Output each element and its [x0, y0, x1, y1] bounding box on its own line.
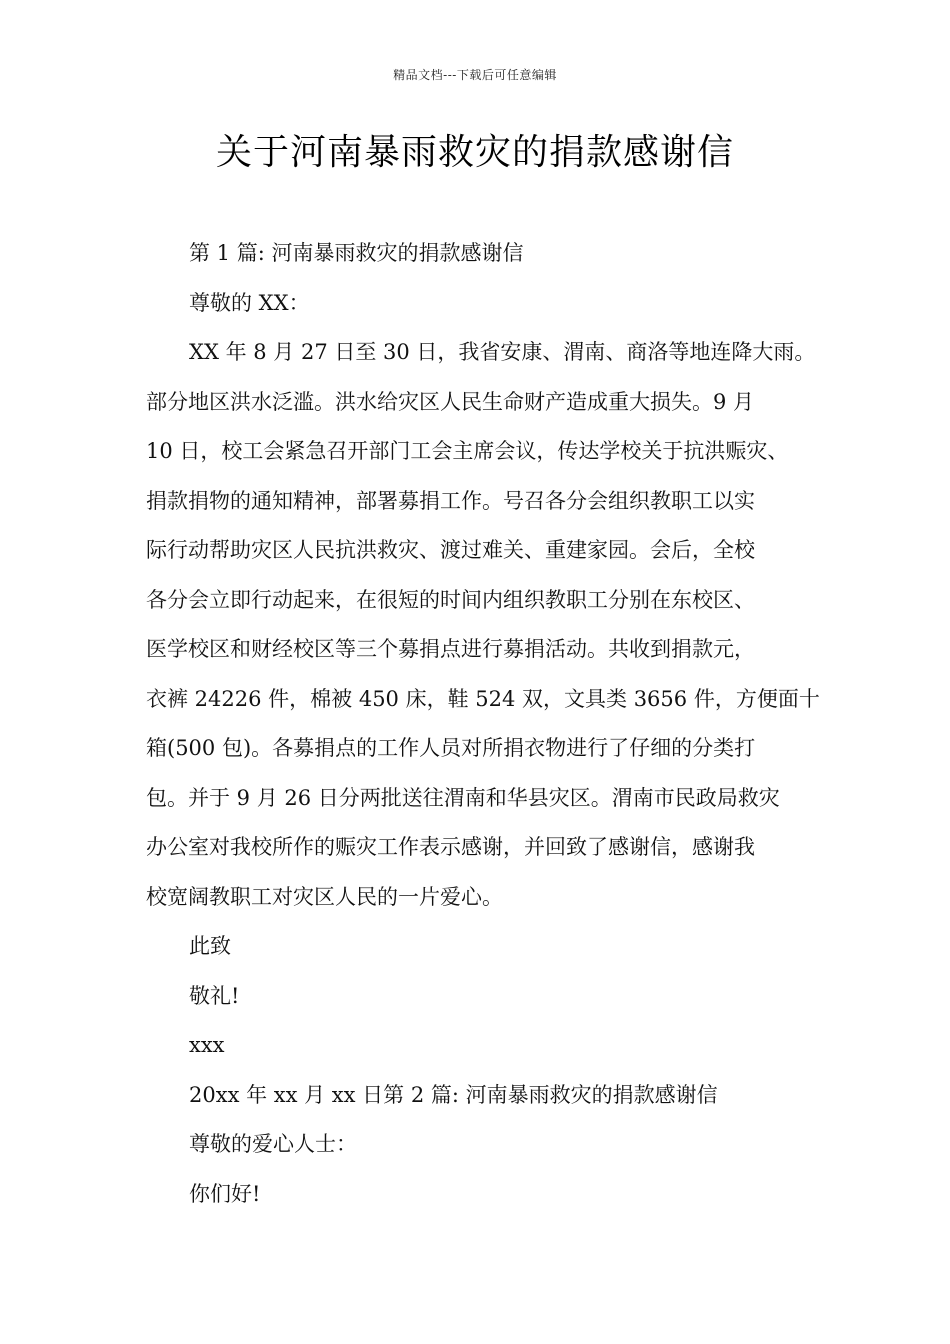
paragraph-line: 校宽阔教职工对灾区人民的一片爱心。	[146, 884, 503, 909]
document-title: 关于河南暴雨救灾的捐款感谢信	[215, 132, 734, 173]
paragraph-line: 衣裤 24226 件，棉被 450 床，鞋 524 双，文具类 3656 件，方便面十	[146, 686, 820, 711]
section-heading: 第 1 篇: 河南暴雨救灾的捐款感谢信	[189, 241, 524, 265]
greeting: 你们好!	[189, 1181, 261, 1206]
paragraph-line: 办公室对我校所作的赈灾工作表示感谢，并回致了感谢信，感谢我	[146, 835, 755, 859]
header-note: 精品文档---下载后可任意编辑	[393, 68, 557, 82]
date-and-section-heading: 20xx 年 xx 月 xx 日第 2 篇: 河南暴雨救灾的捐款感谢信	[189, 1082, 718, 1107]
paragraph-line: 箱(500 包)。各募捐点的工作人员对所捐衣物进行了仔细的分类打	[146, 736, 756, 760]
signature: xxx	[189, 1033, 225, 1057]
paragraph-line: 包。并于 9 月 26 日分两批送往渭南和华县灾区。渭南市民政局救灾	[146, 785, 780, 810]
salutation: 尊敬的 XX：	[189, 290, 310, 315]
paragraph-line: 际行动帮助灾区人民抗洪救灾、渡过难关、重建家园。会后，全校	[146, 538, 755, 562]
closing-line: 此致	[189, 934, 231, 958]
paragraph-line: 捐款捐物的通知精神，部署募捐工作。号召各分会组织教职工以实	[146, 488, 755, 513]
document-body	[146, 229, 826, 1219]
paragraph-line: 医学校区和财经校区等三个募捐点进行募捐活动。共收到捐款元，	[146, 637, 755, 661]
paragraph-line: XX 年 8 月 27 日至 30 日，我省安康、渭南、商洛等地连降大雨。	[189, 340, 816, 364]
closing-line: 敬礼!	[189, 983, 240, 1008]
paragraph-line: 10 日，校工会紧急召开部门工会主席会议，传达学校关于抗洪赈灾、	[146, 439, 789, 463]
paragraph-line: 部分地区洪水泛滥。洪水给灾区人民生命财产造成重大损失。9 月	[146, 389, 755, 414]
paragraph-line: 各分会立即行动起来，在很短的时间内组织教职工分别在东校区、	[146, 587, 755, 612]
salutation: 尊敬的爱心人士：	[189, 1132, 357, 1156]
